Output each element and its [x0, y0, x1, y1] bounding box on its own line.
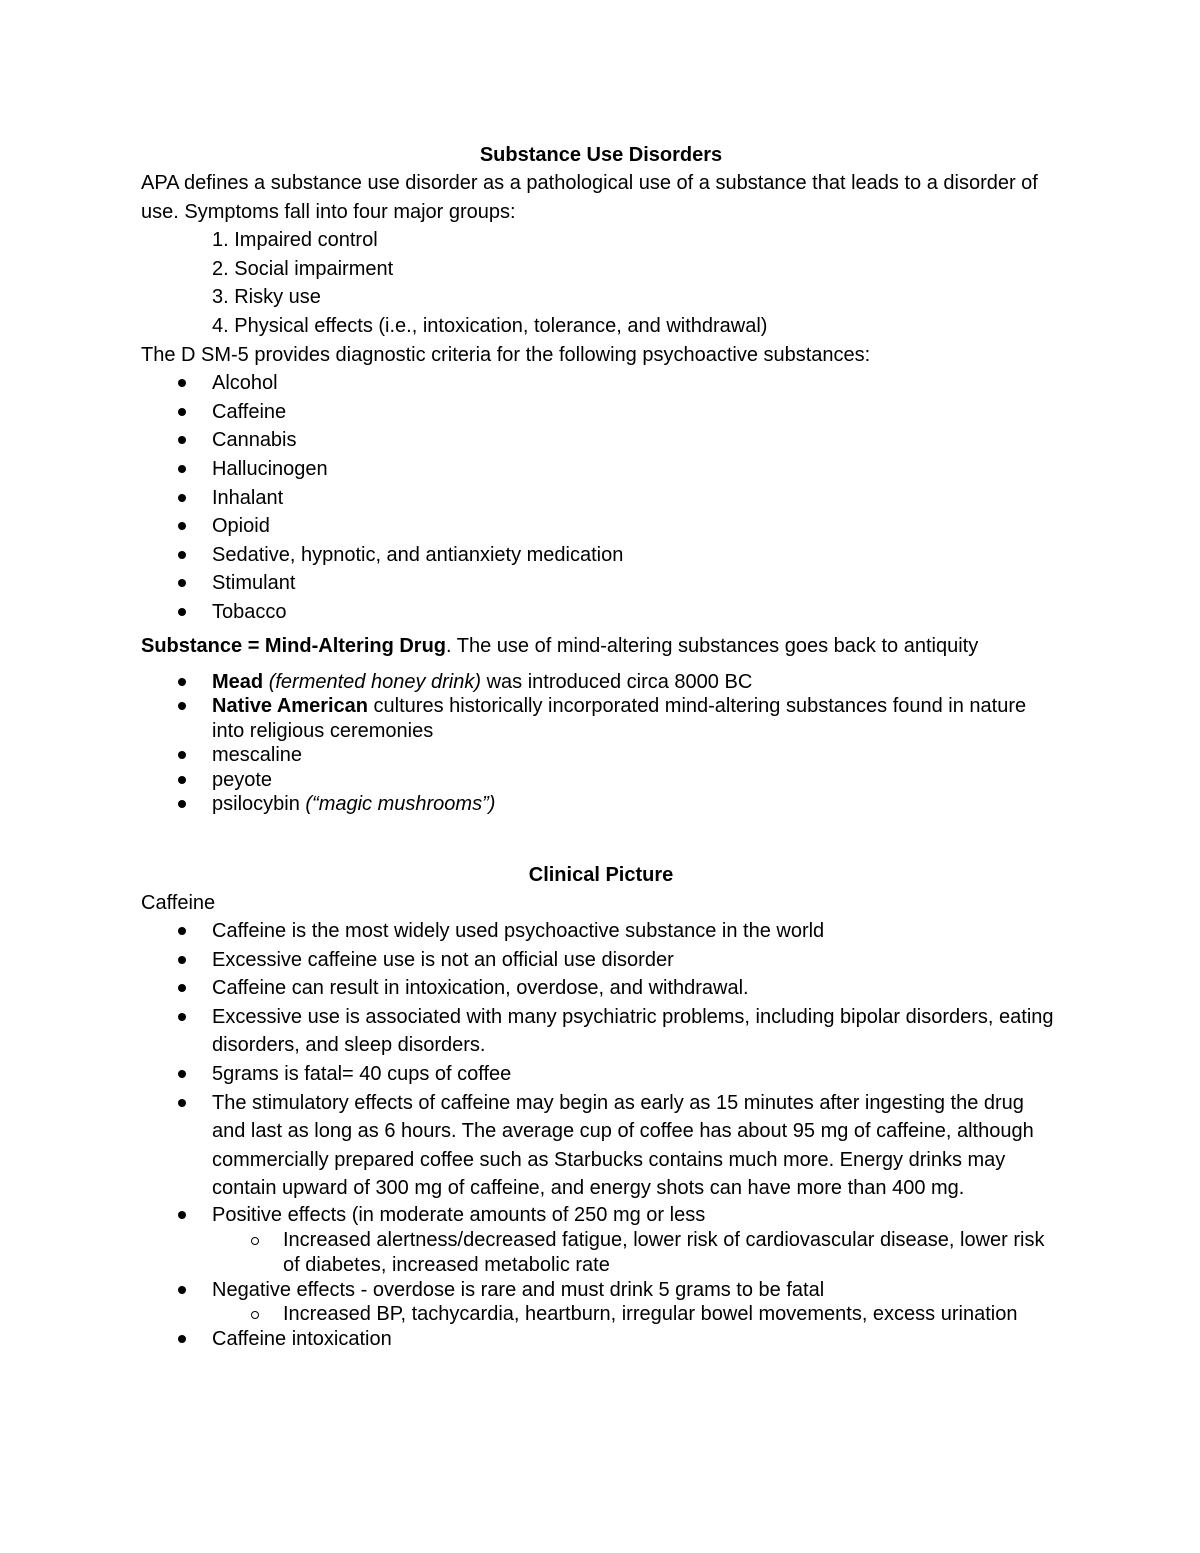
- history-item-mescaline: mescaline: [141, 743, 1061, 768]
- substance-definition-text: . The use of mind-altering substances goes back to antiquity: [446, 634, 979, 657]
- document-page: [141, 141, 1061, 1352]
- psilocybin-nickname: (“magic mushrooms”): [305, 793, 496, 815]
- negative-effects-text: Negative effects - overdose is rare and must drink 5 grams to be fatal: [212, 1278, 825, 1301]
- positive-effects-sublist: [212, 1228, 1061, 1278]
- mead-description: (fermented honey drink): [268, 670, 482, 693]
- caffeine-fact-item: Excessive use is associated with many psychiatric problems, including bipolar disorders, eating disorders, and sleep disorders.: [141, 1003, 1061, 1060]
- intro-paragraph: APA defines a substance use disorder as a pathological use of a substance that leads to a disorder of use. Symptoms fall into four major groups:: [141, 172, 1038, 223]
- caffeine-subheading: Caffeine: [141, 891, 216, 914]
- positive-effects-item: [141, 1203, 1061, 1278]
- substance-item: Tobacco: [141, 598, 1061, 627]
- substance-item: Hallucinogen: [141, 455, 1061, 484]
- dsm-intro-paragraph: The D SM-5 provides diagnostic criteria for the following psychoactive substances:: [141, 343, 871, 366]
- substance-item: Cannabis: [141, 426, 1061, 455]
- caffeine-effects-list: [141, 1203, 1061, 1352]
- substances-list: [141, 369, 1061, 626]
- caffeine-fact-item: Caffeine can result in intoxication, overdose, and withdrawal.: [141, 974, 1061, 1003]
- caffeine-fact-item: Excessive caffeine use is not an official use disorder: [141, 946, 1061, 975]
- history-item-peyote: peyote: [141, 768, 1061, 793]
- mead-term: Mead: [212, 670, 264, 693]
- substance-item: Caffeine: [141, 398, 1061, 427]
- history-item-native-american: [141, 694, 1061, 743]
- negative-effects-item: [141, 1278, 1061, 1328]
- history-item-mead: [141, 670, 1061, 695]
- negative-effects-sublist: [212, 1302, 1061, 1327]
- caffeine-fact-item: The stimulatory effects of caffeine may begin as early as 15 minutes after ingesting the drug and last as long as 6 hours. The average cup of coffee has about 95 mg of caffeine, although commercially prepared coffee such as Starbucks contains much more. Energy drinks may contain upward of 300 mg of caffeine, and energy shots can have more than 400 mg.: [141, 1089, 1061, 1203]
- positive-effects-subitem: Increased alertness/decreased fatigue, lower risk of cardiovascular disease, lower risk of diabetes, increased metabolic rate: [212, 1228, 1061, 1278]
- caffeine-fact-item: Caffeine is the most widely used psychoactive substance in the world: [141, 917, 1061, 946]
- section-title-clinical-picture: Clinical Picture: [528, 863, 674, 886]
- mead-text: was introduced circa 8000 BC: [481, 670, 753, 693]
- substance-item: Inhalant: [141, 484, 1061, 513]
- substance-item: Stimulant: [141, 569, 1061, 598]
- substance-item: Sedative, hypnotic, and antianxiety medication: [141, 541, 1061, 570]
- caffeine-facts-list: [141, 917, 1061, 1203]
- caffeine-fact-item: 5grams is fatal= 40 cups of coffee: [141, 1060, 1061, 1089]
- native-american-term: Native American: [212, 695, 368, 717]
- native-american-text: cultures historically incorporated mind-altering substances found in nature into religious ceremonies: [212, 695, 1027, 742]
- history-list: [141, 670, 1061, 817]
- positive-effects-text: Positive effects (in moderate amounts of 250 mg or less: [212, 1204, 706, 1227]
- symptom-group-item: 3. Risky use: [212, 286, 321, 309]
- substance-definition-term: Substance = Mind-Altering Drug: [141, 634, 447, 657]
- section-title-substance-use-disorders: Substance Use Disorders: [479, 144, 723, 166]
- symptom-groups-list: [141, 226, 1061, 340]
- symptom-group-item: 1. Impaired control: [212, 229, 378, 252]
- symptom-group-item: 4. Physical effects (i.e., intoxication, tolerance, and withdrawal): [212, 314, 768, 337]
- psilocybin-text: psilocybin: [212, 793, 306, 815]
- history-item-psilocybin: [141, 792, 1061, 817]
- substance-item: Opioid: [141, 512, 1061, 541]
- symptom-group-item: 2. Social impairment: [212, 257, 394, 280]
- substance-definition-paragraph: [141, 633, 1061, 659]
- negative-effects-subitem: Increased BP, tachycardia, heartburn, irregular bowel movements, excess urination: [212, 1302, 1061, 1327]
- caffeine-intoxication-item: Caffeine intoxication: [141, 1327, 1061, 1352]
- substance-item: Alcohol: [141, 369, 1061, 398]
